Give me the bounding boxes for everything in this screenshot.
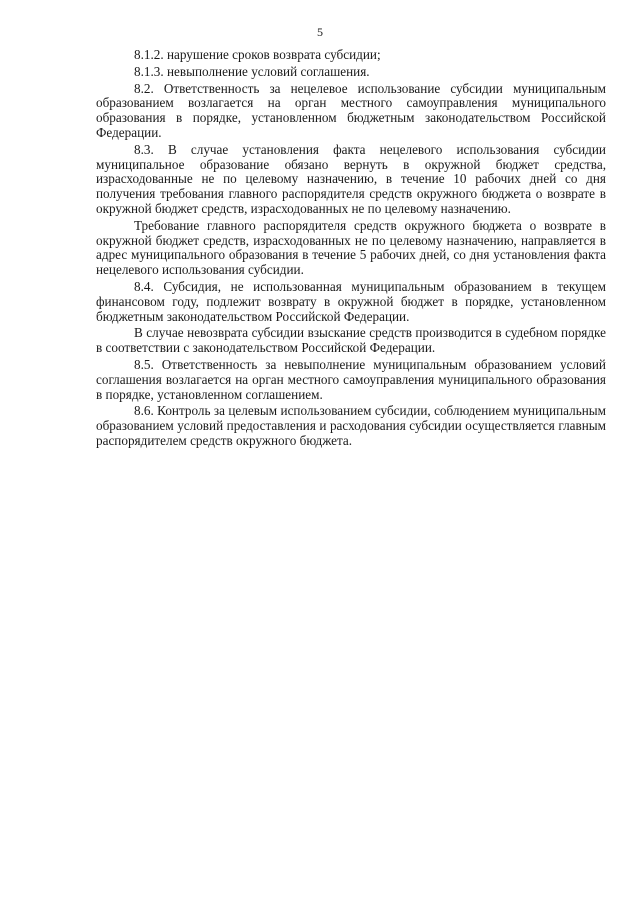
paragraph-8-2: 8.2. Ответственность за нецелевое использование субсидии муниципальным образованием возлагается на орган местного самоуправления муниципального образования в порядке, установленном бюджетным законодательством Российской Федерации. bbox=[96, 80, 606, 140]
paragraph-8-5: 8.5. Ответственность за невыполнение муниципальным образованием условий соглашения возлагается на орган местного самоуправления муниципального образования в порядке, установленном соглашением. bbox=[96, 356, 606, 402]
paragraph-non-return: В случае невозврата субсидии взыскание средств производится в судебном порядке в соответствии с законодательством Российской Федерации. bbox=[96, 325, 606, 356]
paragraph-8-6: 8.6. Контроль за целевым использованием субсидии, соблюдением муниципальным образованием условий предоставления и расходования субсидии осуществляется главным распорядителем средств окружного бюджета. bbox=[96, 403, 606, 448]
document-body bbox=[96, 48, 606, 451]
paragraph-8-1-3: 8.1.3. невыполнение условий соглашения. bbox=[134, 63, 370, 79]
paragraph-8-1-2: 8.1.2. нарушение сроков возврата субсидии; bbox=[134, 47, 381, 62]
page-number: 5 bbox=[317, 25, 323, 39]
paragraph-8-3: 8.3. В случае установления факта нецелевого использования субсидии муниципальное образование обязано вернуть в окружной бюджет средства, израсходованные не по целевому назначению, в течение 10 рабочих дней со дня получения требования главного распорядителя средств окружного бюджета о возврате в окружной бюджет средств, израсходованных не по целевому назначению. bbox=[96, 141, 606, 216]
paragraph-8-4: 8.4. Субсидия, не использованная муниципальным образованием в текущем финансовом году, подлежит возврату в окружной бюджет в порядке, установленном бюджетным законодательством Российской Федерации. bbox=[96, 278, 606, 324]
paragraph-demand-return: Требование главного распорядителя средств окружного бюджета о возврате в окружной бюджет средств, израсходованных не по целевому назначению, направляется в адрес муниципального образования в течение 5 рабочих дней, со дня установления факта нецелевого использования субсидии. bbox=[96, 217, 606, 278]
